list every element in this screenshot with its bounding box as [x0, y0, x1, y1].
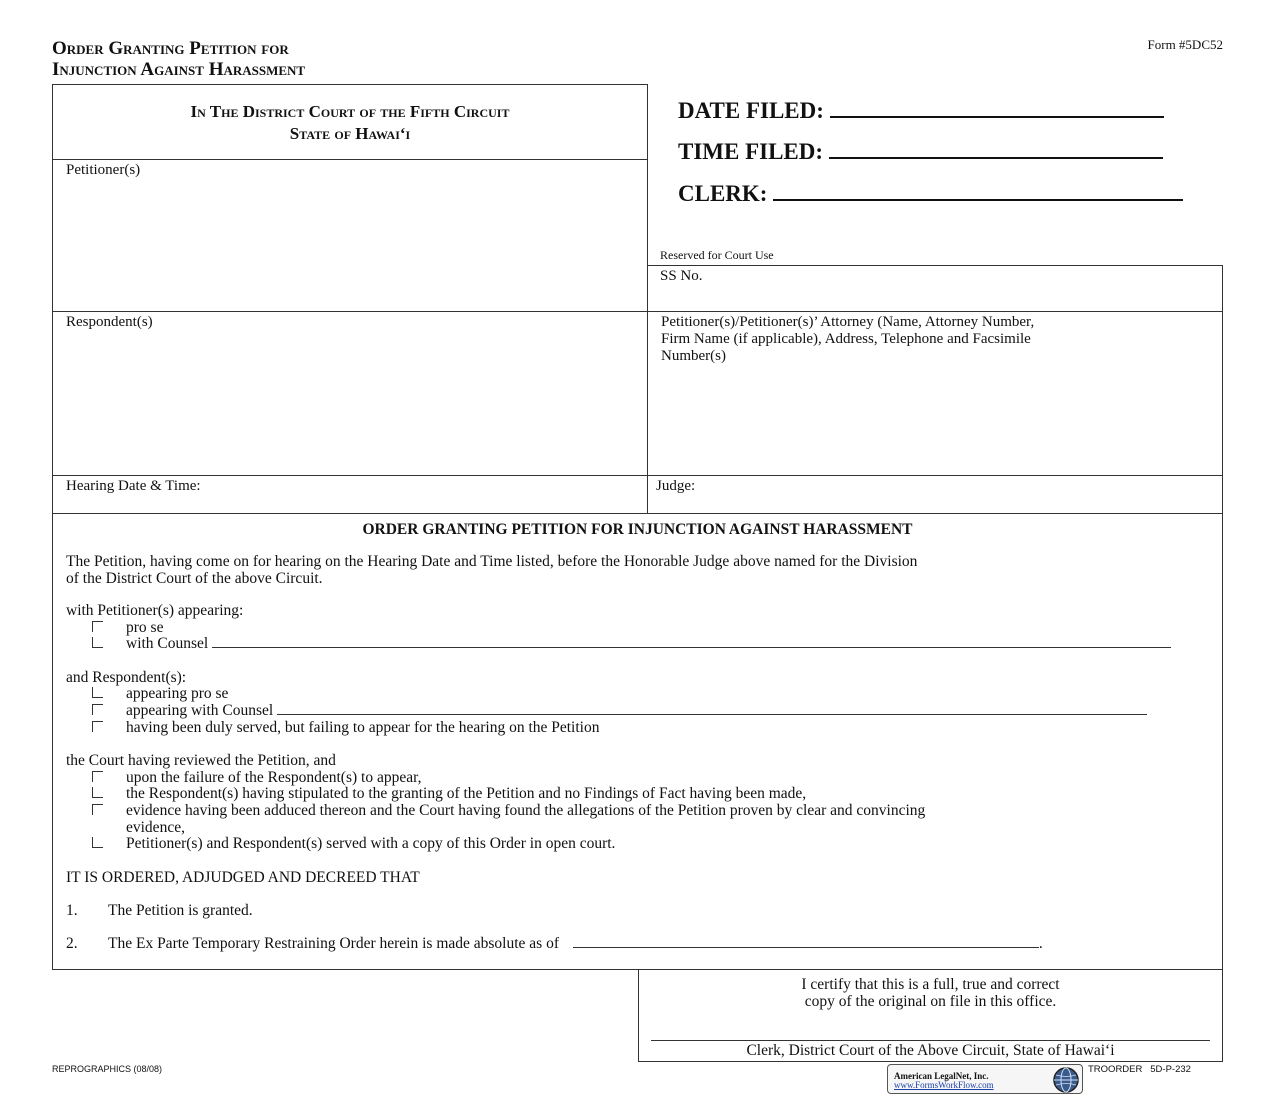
form-title-line2: Injunction Against Harassment [52, 59, 306, 80]
option-respondent-counsel[interactable] [92, 702, 1147, 720]
respondent-label: Respondent(s) [66, 314, 153, 330]
time-filed [678, 139, 1163, 165]
option-with-counsel[interactable] [92, 635, 1171, 653]
order-item-2-period: . [1038, 935, 1043, 952]
vendor-globe-icon [1052, 1066, 1080, 1094]
order-item-2-text: The Ex Parte Temporary Restraining Order herein is made absolute as of [108, 935, 559, 952]
vendor-url[interactable]: www.FormsWorkFlow.com [894, 1080, 994, 1090]
clerk-filed [678, 181, 1183, 207]
checkbox-failed-to-appear[interactable] [92, 721, 103, 732]
checkbox-stipulated[interactable] [92, 787, 103, 798]
form-title [52, 38, 305, 80]
time-filed-label: TIME FILED: [678, 139, 824, 164]
option-evidence-label-cont: evidence, [126, 819, 185, 836]
option-evidence[interactable] [92, 802, 925, 820]
certification-text [639, 976, 1222, 1010]
option-failed-to-appear-label: having been duly served, but failing to appear for the hearing on the Petition [126, 719, 600, 736]
attorney-box[interactable] [647, 311, 1223, 476]
option-served-copy[interactable] [92, 835, 615, 853]
checkbox-respondent-pro-se[interactable] [92, 687, 103, 698]
clerk-signature-line[interactable] [651, 1040, 1210, 1041]
option-pro-se-label: pro se [126, 619, 164, 636]
checkbox-pro-se[interactable] [92, 621, 103, 632]
form-title-line1: Order Granting Petition for [52, 38, 289, 59]
option-stipulated-label: the Respondent(s) having stipulated to the granting of the Petition and no Findings of Fact having been made, [126, 785, 807, 802]
checkbox-failure-to-appear[interactable] [92, 771, 103, 782]
option-with-counsel-label: with Counsel [126, 635, 209, 652]
time-filed-line [829, 139, 1163, 159]
form-number: Form #5DC52 [1147, 37, 1223, 52]
decree-heading: IT IS ORDERED, ADJUDGED AND DECREED THAT [66, 869, 420, 886]
respondent-heading: and Respondent(s): [66, 669, 187, 686]
certification-line2: copy of the original on file in this office. [804, 993, 1057, 1010]
review-heading: the Court having reviewed the Petition, and [66, 752, 336, 769]
vendor-badge[interactable] [887, 1064, 1083, 1094]
attorney-label-line3: Number(s) [661, 348, 726, 364]
absolute-date-line[interactable] [573, 935, 1039, 948]
option-failed-to-appear[interactable] [92, 719, 599, 737]
form-codes: TROORDER 5D-P-232 [1088, 1064, 1191, 1075]
date-filed-line [830, 98, 1164, 118]
option-respondent-counsel-label: appearing with Counsel [126, 702, 274, 719]
order-item-2-number: 2. [66, 935, 78, 952]
date-filed [678, 98, 1164, 124]
court-name: In The District Court of the Fifth Circuit [190, 102, 510, 121]
checkbox-respondent-counsel[interactable] [92, 704, 103, 715]
order-intro [66, 553, 1216, 587]
order-item-1 [66, 902, 253, 919]
vendor-name: American LegalNet, Inc. [894, 1071, 989, 1081]
option-evidence-label: evidence having been adduced thereon and the Court having found the allegations of the Petition proven by clear and convincing [126, 802, 926, 819]
clerk-signature-label: Clerk, District Court of the Above Circuit, State of Hawai‘i [746, 1042, 1115, 1059]
hearing-box[interactable] [52, 475, 648, 514]
respondent-counsel-line[interactable] [277, 702, 1147, 715]
date-filed-label: DATE FILED: [678, 98, 824, 123]
clerk-label: CLERK: [678, 181, 768, 206]
attorney-label [661, 314, 1034, 365]
hearing-label: Hearing Date & Time: [66, 478, 201, 494]
reserved-label: Reserved for Court Use [660, 248, 774, 262]
ss-number-box[interactable] [647, 265, 1223, 312]
order-item-2 [66, 935, 1043, 952]
respondent-box[interactable] [52, 311, 648, 476]
judge-label: Judge: [656, 478, 696, 494]
petitioner-counsel-line[interactable] [212, 635, 1171, 648]
order-item-1-number: 1. [66, 902, 78, 919]
option-failure-to-appear-label: upon the failure of the Respondent(s) to appear, [126, 769, 422, 786]
checkbox-evidence[interactable] [92, 804, 103, 815]
order-intro-line1: The Petition, having come on for hearing on the Hearing Date and Time listed, before the Honorable Judge above named for the Division [66, 553, 918, 570]
option-stipulated[interactable] [92, 785, 806, 803]
court-state: State of Hawai‘i [289, 124, 411, 143]
checkbox-served-copy[interactable] [92, 837, 103, 848]
order-item-1-text: The Petition is granted. [108, 902, 253, 919]
petitioner-label: Petitioner(s) [66, 162, 141, 178]
petitioner-appearing-heading: with Petitioner(s) appearing: [66, 602, 244, 619]
certification-line1: I certify that this is a full, true and correct [801, 976, 1060, 993]
clerk-line [773, 181, 1183, 201]
court-header-box [52, 84, 648, 160]
checkbox-with-counsel[interactable] [92, 637, 103, 648]
option-served-copy-label: Petitioner(s) and Respondent(s) served with a copy of this Order in open court. [126, 835, 616, 852]
reprographics-code: REPROGRAPHICS (08/08) [52, 1064, 163, 1074]
judge-box[interactable] [647, 475, 1223, 514]
certification-box [638, 969, 1223, 1062]
option-respondent-pro-se[interactable] [92, 685, 228, 703]
ss-number-label: SS No. [660, 268, 703, 284]
order-intro-line2: of the District Court of the above Circuit. [66, 570, 323, 587]
petitioner-box[interactable] [52, 159, 648, 312]
order-heading: ORDER GRANTING PETITION FOR INJUNCTION AGAINST HARASSMENT [362, 521, 913, 538]
attorney-label-line1: Petitioner(s)/Petitioner(s)’ Attorney (Name, Attorney Number, [661, 314, 1035, 330]
option-respondent-pro-se-label: appearing pro se [126, 685, 229, 702]
attorney-label-line2: Firm Name (if applicable), Address, Telephone and Facsimile [661, 331, 1031, 347]
